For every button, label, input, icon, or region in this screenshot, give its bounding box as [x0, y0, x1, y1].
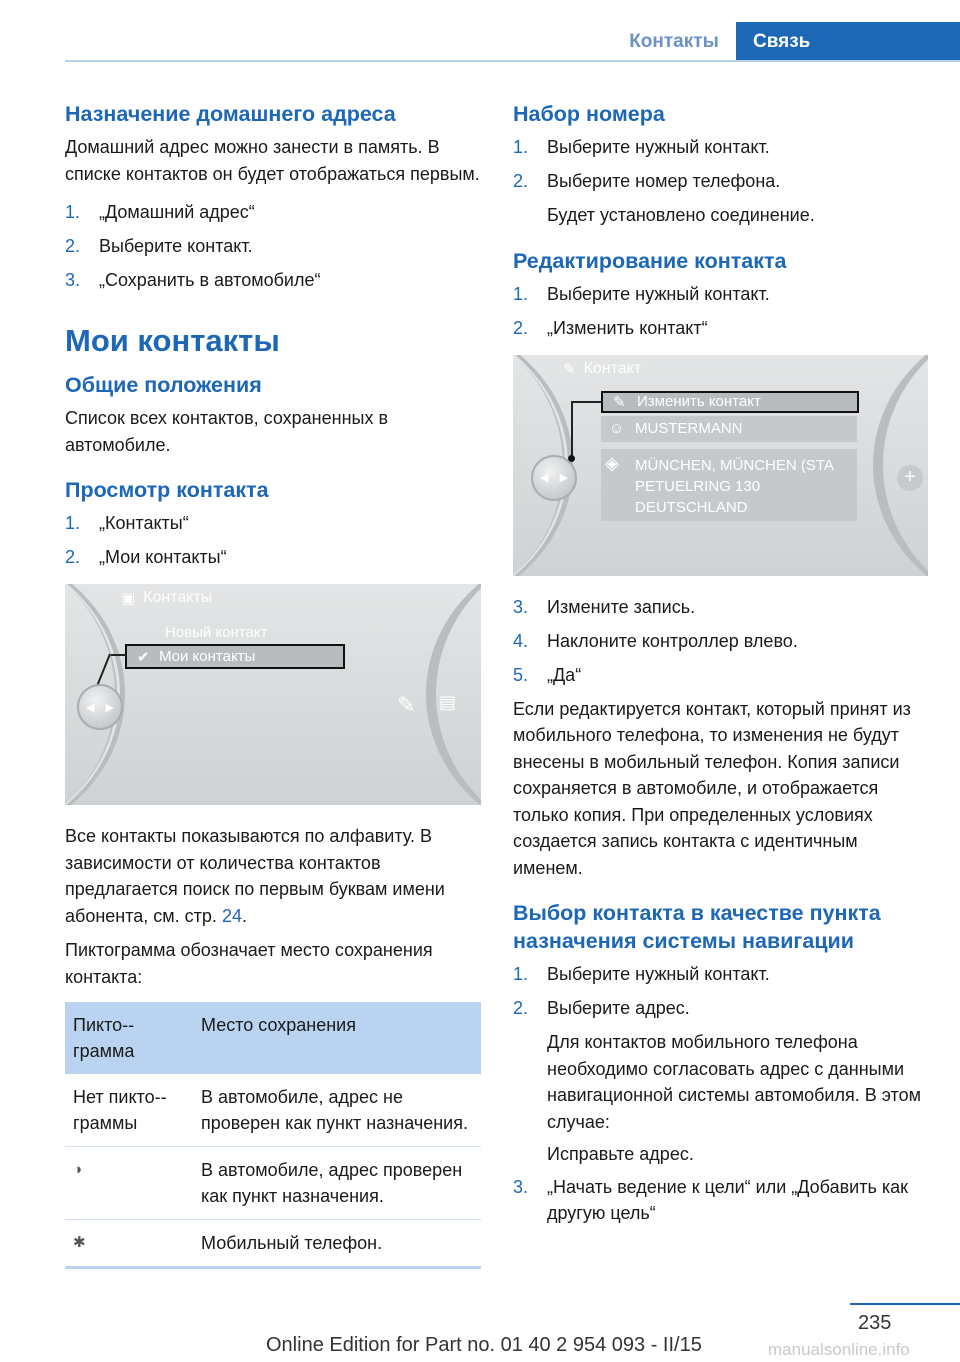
list-item: 3. Измените запись. — [513, 596, 696, 617]
menu-item-my-contacts: ✔ Мои контакты — [125, 644, 345, 669]
dial-steps — [513, 134, 928, 194]
navigation-note: Для контактов мобильного телефона необходимо согласовать адрес с данными навигационной системы автомобиля. В этом случае: — [547, 1032, 921, 1132]
verified-destination-icon: ◑ — [73, 1161, 83, 1178]
view-contact-heading: Просмотр контакта — [65, 478, 269, 502]
contact-name-row: ☺ MUSTERMANN — [601, 416, 857, 442]
edition-info: Online Edition for Part no. 01 40 2 954 093 - II/15 — [266, 1334, 702, 1356]
plus-icon: + — [897, 465, 923, 491]
navigation-steps — [513, 961, 928, 1021]
dial-heading: Набор номера — [513, 102, 665, 126]
right-column — [513, 100, 928, 1234]
person-icon: ☺ — [609, 420, 625, 437]
pencil-icon: ✎ — [613, 393, 626, 411]
table-cell-icon — [65, 1220, 193, 1268]
table-row — [65, 1147, 481, 1220]
list-item: 5. „Да“ — [513, 664, 582, 685]
table-row — [65, 1220, 481, 1268]
home-address-text: Домашний адрес можно занести в память. В списке контактов он будет отображаться первым. — [65, 137, 480, 184]
screen-title: ✎ Контакт — [563, 359, 642, 378]
edit-icon: ✎ — [563, 360, 576, 378]
idrive-contacts-screenshot — [65, 584, 481, 805]
edit-explanation: Если редактируется контакт, который принят из мобильного телефона, то изменения не будут внесены в мобильный телефон. Копия записи сохраняется в автомобиле, и отображается только копия. При определенных условиях создается запись контакта с идентичным именем. — [513, 698, 911, 878]
header-tab-communication: Связь — [736, 22, 960, 62]
home-address-steps — [65, 199, 481, 293]
list-item: 2. Выберите адрес. — [513, 998, 690, 1018]
list-item: 1. Выберите нужный контакт. — [513, 137, 770, 157]
address-line: MÜNCHEN, MÜNCHEN (STA — [635, 456, 834, 474]
address-line: DEUTSCHLAND — [635, 498, 748, 516]
bluetooth-phone-icon: ✱ — [73, 1234, 86, 1251]
watermark: manualsonline.info — [768, 1340, 910, 1359]
pictogram-text: Пиктограмма обозначает место сохранения контакта: — [65, 940, 433, 987]
pointer-line-h — [111, 654, 127, 656]
table-cell-location: Мобильный телефон. — [193, 1220, 481, 1268]
view-contact-steps — [65, 510, 481, 570]
table-row — [65, 1074, 481, 1147]
contacts-book-icon: ▣ — [121, 590, 136, 607]
general-text: Список всех контактов, сохраненных в автомобиле. — [65, 408, 389, 455]
edit-steps — [513, 281, 928, 341]
controller-knob: ◀ ▶ — [531, 455, 577, 501]
list-item: 1. Выберите нужный контакт. — [513, 283, 770, 304]
header-tab-contacts: Контакты — [629, 31, 719, 52]
list-item: 1. Выберите нужный контакт. — [513, 964, 770, 984]
table-header-pictogram: Пикто-грамма — [65, 1002, 193, 1074]
list-item: 2. „Изменить контакт“ — [513, 317, 708, 338]
list-item: 2. Выберите контакт. — [65, 236, 253, 256]
edit-heading: Редактирование контакта — [513, 248, 787, 273]
card-icon: ▤ — [439, 692, 457, 712]
table-header-row — [65, 1002, 481, 1074]
alphabet-text: Все контакты показываются по алфавиту. В зависимости от количества контактов предлагается поиск по первым буквам имени абонента, см. стр. 24. — [65, 826, 445, 926]
table-cell-icon — [65, 1147, 193, 1220]
left-column — [65, 100, 481, 1269]
verified-address-icon: ◈ — [605, 452, 619, 473]
notes-icon: ✎ — [397, 692, 416, 717]
address-line: PETUELRING 130 — [635, 477, 761, 495]
list-item: 2. Выберите номер телефона. — [513, 171, 781, 191]
controller-knob: ◀ ▶ — [77, 684, 123, 730]
header-divider — [65, 60, 960, 62]
menu-item-new-contact: Новый контакт — [165, 623, 268, 641]
list-item: 4. Наклоните контроллер влево. — [513, 630, 798, 651]
idrive-edit-contact-screenshot — [513, 355, 928, 576]
navigation-note-action: Исправьте адрес. — [547, 1144, 694, 1164]
table-cell-location: В автомобиле, адрес проверен как пункт назначения. — [193, 1147, 481, 1220]
address-block — [601, 449, 857, 521]
menu-item-edit-contact: ✎ Изменить контакт — [601, 391, 859, 413]
checkmark-icon: ✔ — [137, 648, 150, 666]
table-cell-location: В автомобиле, адрес не проверен как пункт назначения. — [193, 1074, 481, 1147]
pointer-line — [571, 401, 573, 459]
list-item: 3. „Начать ведение к цели“ или „Добавить как другую цель“ — [513, 1176, 908, 1223]
home-address-heading: Назначение домашнего адреса — [65, 102, 396, 126]
table-header-location: Место сохранения — [193, 1002, 481, 1074]
list-item: 1. „Домашний адрес“ — [65, 202, 255, 222]
table-cell-icon: Нет пикто-граммы — [65, 1074, 193, 1147]
footer-divider — [850, 1303, 960, 1305]
page-number: 235 — [858, 1312, 892, 1334]
pointer-line-h — [571, 401, 601, 403]
pictogram-table — [65, 1002, 481, 1269]
dial-note: Будет установлено соединение. — [547, 205, 815, 225]
screen-title: ▣ Контакты — [121, 589, 213, 607]
list-item: 1. „Контакты“ — [65, 513, 189, 533]
navigation-destination-heading: Выбор контакта в качестве пункта назначения системы навигации — [513, 901, 881, 953]
general-heading: Общие положения — [65, 373, 262, 397]
page-link[interactable]: 24 — [221, 905, 242, 926]
edit-steps-continued — [513, 594, 928, 688]
list-item: 2. „Мои контакты“ — [65, 547, 227, 567]
list-item: 3. „Сохранить в автомобиле“ — [65, 270, 321, 290]
navigation-steps-continued — [513, 1174, 928, 1226]
my-contacts-heading: Мои контакты — [65, 323, 280, 358]
